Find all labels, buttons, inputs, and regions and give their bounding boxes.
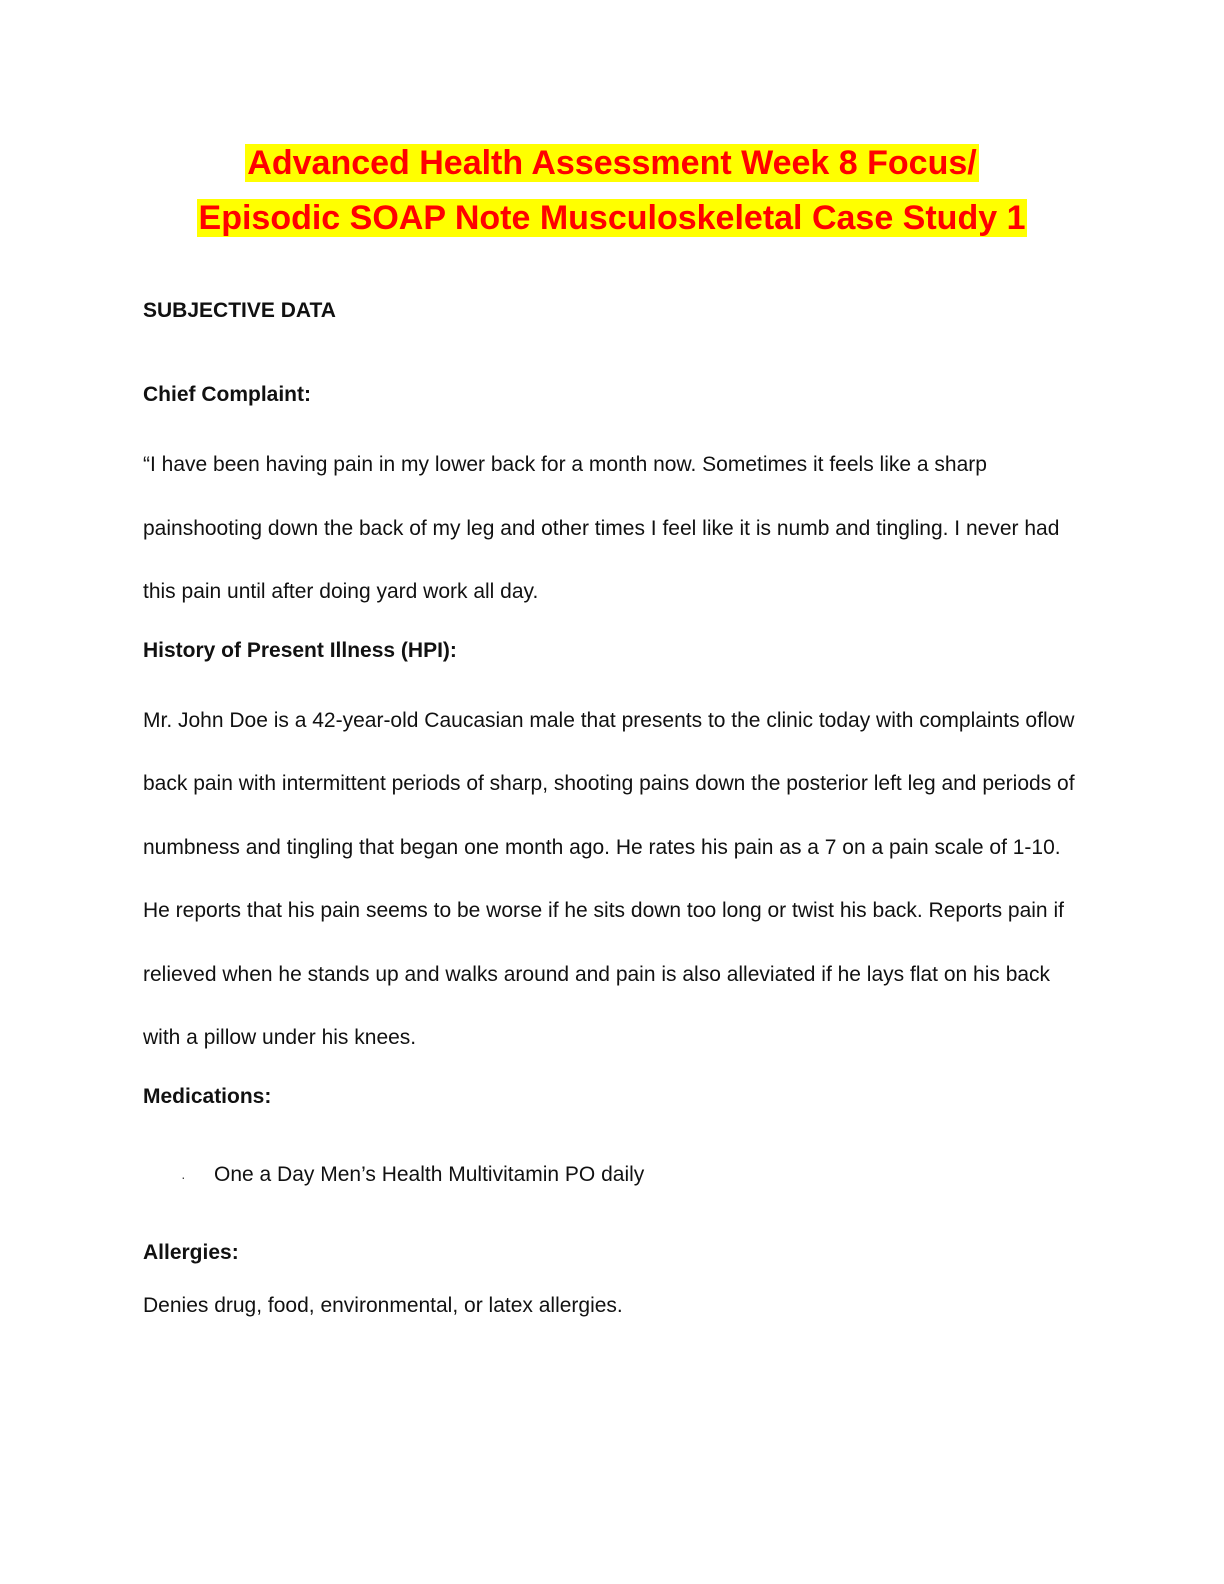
bullet-icon: · [181, 1168, 186, 1185]
chief-complaint-text: “I have been having pain in my lower back for a month now. Sometimes it feels like a sharp painshooting down the back of my leg and other times I feel like it is numb and tingling. I never had this pain until after doing yard work all day. [143, 453, 1060, 603]
allergies-label: Allergies: [143, 1240, 239, 1264]
medication-text: One a Day Men’s Health Multivitamin PO daily [214, 1162, 645, 1186]
chief-complaint-label: Chief Complaint: [143, 383, 311, 406]
hpi-text: Mr. John Doe is a 42-year-old Caucasian male that presents to the clinic today with complaints oflow back pain with intermittent periods of sharp, shooting pains down the posterior left leg and periods of numbness and tingling that began one month ago. He rates his pain as a 7 on a pain scale of 1-10. He reports that his pain seems to be worse if he sits down too long or twist his back. Reports pain if relieved when he stands up and walks around and pain is also alleviated if he lays flat on his back with a pillow under his knees. [143, 708, 1075, 1049]
document-title [0, 136, 1224, 246]
allergies-text: Denies drug, food, environmental, or latex allergies. [143, 1293, 623, 1317]
document-body [143, 296, 1083, 1321]
title-line-1: Advanced Health Assessment Week 8 Focus/ [247, 144, 977, 182]
medications-list [143, 1160, 1083, 1190]
title-line-2: Episodic SOAP Note Musculoskeletal Case Study 1 [198, 199, 1026, 237]
subjective-data-heading: SUBJECTIVE DATA [143, 299, 336, 322]
medications-label: Medications: [143, 1084, 272, 1108]
medication-item [143, 1160, 1083, 1190]
hpi-label: History of Present Illness (HPI): [143, 638, 457, 662]
